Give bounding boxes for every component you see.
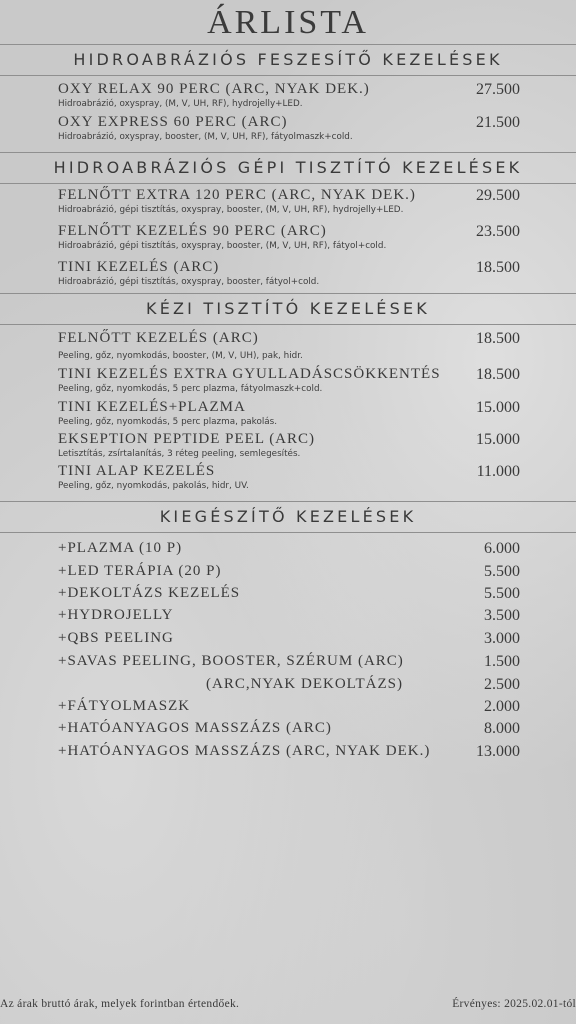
- item-name: +FÁTYOLMASZK: [58, 698, 191, 714]
- item-name: +HATÓANYAGOS MASSZÁZS (ARC, NYAK DEK.): [58, 743, 431, 759]
- item-name: OXY EXPRESS 60 PERC (ARC): [58, 114, 288, 130]
- item-price: 18.500: [476, 366, 520, 383]
- list-item: [58, 463, 520, 491]
- item-name: +HATÓANYAGOS MASSZÁZS (ARC): [58, 720, 332, 736]
- section-heading-kezi: KÉZI TISZTÍTÓ KEZELÉSEK: [0, 293, 576, 325]
- item-price: 6.000: [484, 540, 520, 557]
- item-name: TINI ALAP KEZELÉS: [58, 463, 216, 479]
- list-item: [58, 698, 520, 718]
- list-item: [58, 81, 520, 109]
- item-name: +PLAZMA (10 P): [58, 540, 183, 556]
- section-heading-kiegeszito: KIEGÉSZÍTŐ KEZELÉSEK: [0, 501, 576, 533]
- item-description: Peeling, gőz, nyomkodás, booster, (M, V, UH), pak, hidr.: [58, 351, 303, 361]
- list-item: [58, 187, 520, 215]
- list-item: [58, 563, 520, 583]
- item-price: 2.000: [484, 698, 520, 715]
- item-description: Peeling, gőz, nyomkodás, pakolás, hidr, UV.: [58, 481, 249, 491]
- item-price: 21.500: [476, 114, 520, 131]
- list-item: [58, 399, 520, 427]
- item-price: 1.500: [484, 653, 520, 670]
- item-name: EKSEPTION PEPTIDE PEEL (ARC): [58, 431, 316, 447]
- item-name: +SAVAS PEELING, BOOSTER, SZÉRUM (ARC): [58, 653, 404, 669]
- item-price: 11.000: [476, 463, 520, 480]
- item-price: 27.500: [476, 81, 520, 98]
- list-item: [58, 630, 520, 650]
- item-name: OXY RELAX 90 PERC (ARC, NYAK DEK.): [58, 81, 370, 97]
- list-item: [58, 676, 520, 696]
- list-item: [58, 366, 520, 394]
- item-price: 5.500: [484, 563, 520, 580]
- item-price: 23.500: [476, 223, 520, 240]
- item-price: 5.500: [484, 585, 520, 602]
- list-item: [58, 431, 520, 459]
- item-name: FELNŐTT KEZELÉS 90 PERC (ARC): [58, 223, 327, 239]
- item-price: 13.000: [476, 743, 520, 760]
- item-name: FELNŐTT KEZELÉS (ARC): [58, 330, 259, 346]
- item-price: 15.000: [476, 399, 520, 416]
- list-item: [58, 607, 520, 627]
- item-price: 18.500: [476, 259, 520, 276]
- item-description: Hidroabrázió, gépi tisztítás, oxyspray, booster, (M, V, UH, RF), hydrojelly+LED.: [58, 205, 404, 215]
- item-name: +LED TERÁPIA (20 P): [58, 563, 222, 579]
- list-item: [58, 223, 520, 251]
- item-price: 15.000: [476, 431, 520, 448]
- item-name: +QBS PEELING: [58, 630, 174, 646]
- page-title: ÁRLISTA: [207, 4, 369, 41]
- item-description: Peeling, gőz, nyomkodás, 5 perc plazma, fátyolmaszk+cold.: [58, 384, 323, 394]
- item-description: Hidroabrázió, oxyspray, (M, V, UH, RF), hydrojelly+LED.: [58, 99, 303, 109]
- item-price: 8.000: [484, 720, 520, 737]
- item-price: 3.000: [484, 630, 520, 647]
- item-description: Peeling, gőz, nyomkodás, 5 perc plazma, pakolás.: [58, 417, 278, 427]
- list-item: [58, 259, 520, 287]
- item-name: (ARC,NYAK DEKOLTÁZS): [206, 676, 403, 692]
- item-price: 2.500: [484, 676, 520, 693]
- footer-valid-date: Érvényes: 2025.02.01-tól: [452, 998, 576, 1010]
- list-item: [58, 540, 520, 560]
- item-name: FELNŐTT EXTRA 120 PERC (ARC, NYAK DEK.): [58, 187, 416, 203]
- list-item: [58, 330, 520, 361]
- item-description: Hidroabrázió, gépi tisztítás, oxyspray, booster, fátyol+cold.: [58, 277, 320, 287]
- item-description: Letisztítás, zsírtalanítás, 3 réteg peeling, semlegesítés.: [58, 449, 301, 459]
- list-item: [58, 114, 520, 142]
- section-heading-hidro-feszesito: HIDROABRÁZIÓS FESZESÍTŐ KEZELÉSEK: [0, 44, 576, 76]
- footer-note: Az árak bruttó árak, melyek forintban értendőek.: [0, 998, 240, 1010]
- list-item: [58, 743, 520, 763]
- item-name: TINI KEZELÉS EXTRA GYULLADÁSCSÖKKENTÉS: [58, 366, 441, 382]
- list-item: [58, 585, 520, 605]
- list-item: [58, 653, 520, 673]
- list-item: [58, 720, 520, 740]
- item-description: Hidroabrázió, gépi tisztítás, oxyspray, booster, (M, V, UH, RF), fátyol+cold.: [58, 241, 387, 251]
- item-name: +HYDROJELLY: [58, 607, 174, 623]
- item-name: TINI KEZELÉS+PLAZMA: [58, 399, 246, 415]
- item-name: +DEKOLTÁZS KEZELÉS: [58, 585, 241, 601]
- item-price: 18.500: [476, 330, 520, 347]
- item-description: Hidroabrázió, oxyspray, booster, (M, V, UH, RF), fátyolmaszk+cold.: [58, 132, 353, 142]
- item-price: 29.500: [476, 187, 520, 204]
- item-price: 3.500: [484, 607, 520, 624]
- item-name: TINI KEZELÉS (ARC): [58, 259, 220, 275]
- section-heading-hidro-gepi: HIDROABRÁZIÓS GÉPI TISZTÍTÓ KEZELÉSEK: [0, 152, 576, 184]
